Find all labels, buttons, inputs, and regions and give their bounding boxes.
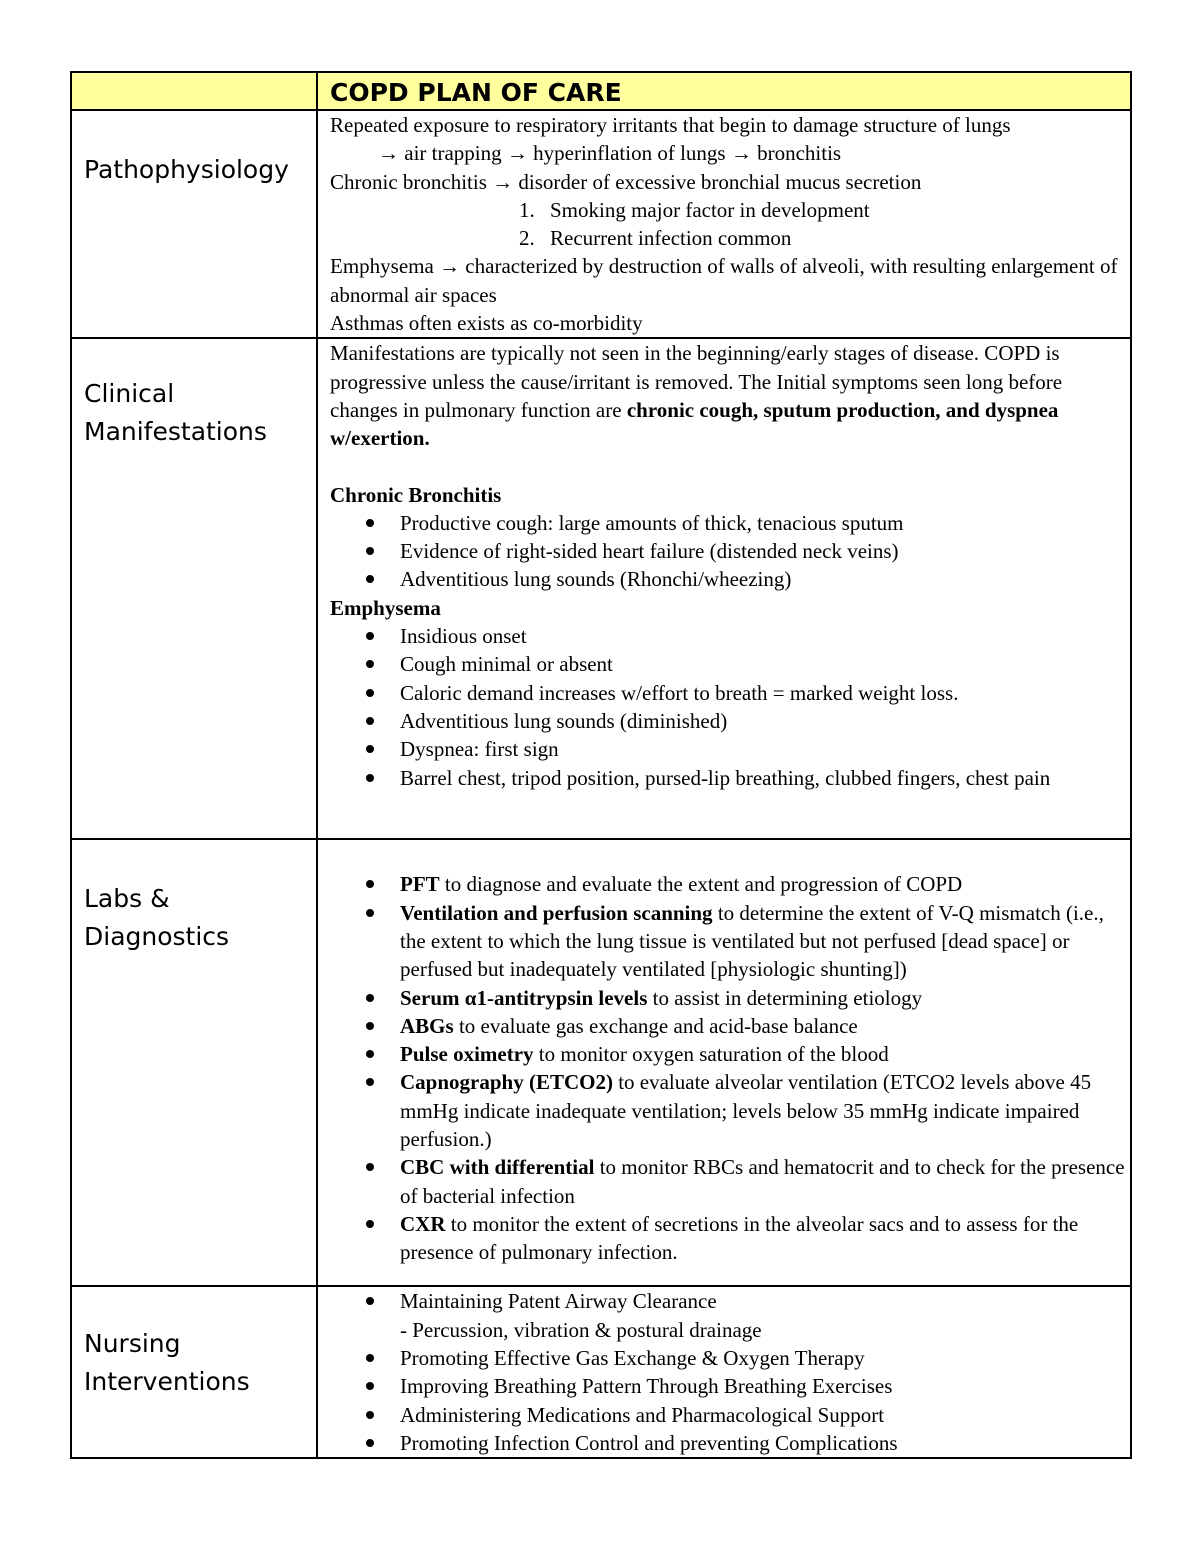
list-item: Adventitious lung sounds (diminished) — [400, 707, 1126, 735]
bullet-icon — [366, 660, 374, 668]
patho-line-1: Repeated exposure to respiratory irritants that begin to damage structure of lungs — [330, 113, 1011, 137]
header-empty-cell — [71, 72, 317, 110]
labs-label: Labs & Diagnostics — [84, 884, 230, 952]
bullet-icon — [366, 689, 374, 697]
bullet-icon — [366, 632, 374, 640]
bullet-icon — [366, 1220, 374, 1228]
bullet-icon — [366, 519, 374, 527]
emphysema-heading: Emphysema — [330, 595, 441, 620]
bullet-icon — [366, 1354, 374, 1362]
list-item: Pulse oximetry to monitor oxygen saturation of the blood — [400, 1040, 1126, 1068]
nursing-content — [317, 1286, 1131, 1458]
list-item: Promoting Infection Control and preventing Complications — [400, 1429, 1126, 1457]
list-item: CBC with differential to monitor RBCs and hematocrit and to check for the presence of bacterial infection — [400, 1153, 1126, 1210]
nursing-sub-item: - Percussion, vibration & postural drainage — [400, 1317, 762, 1342]
list-item: Barrel chest, tripod position, pursed-lip breathing, clubbed fingers, chest pain — [400, 764, 1126, 792]
nursing-interventions-row — [71, 1286, 1131, 1458]
labs-list — [330, 870, 1126, 1266]
nursing-label-cell — [71, 1286, 317, 1458]
list-item: 1. Smoking major factor in development — [540, 196, 1126, 224]
pathophysiology-label: Pathophysiology — [84, 155, 289, 184]
list-item: Serum α1-antitrypsin levels to assist in determining etiology — [400, 984, 1126, 1012]
bullet-icon — [366, 1163, 374, 1171]
labs-diagnostics-row — [71, 839, 1131, 1286]
bullet-icon — [366, 547, 374, 555]
pathophysiology-content — [317, 110, 1131, 338]
bullet-icon — [366, 994, 374, 1002]
bullet-icon — [366, 880, 374, 888]
bronchitis-heading: Chronic Bronchitis — [330, 482, 502, 507]
patho-line-4: Emphysema → characterized by destruction of walls of alveoli, with resulting enlargement of abnormal air spaces — [330, 254, 1118, 307]
clinical-intro-text: Manifestations are typically not seen in the beginning/early stages of disease. COPD is progressive unless the cause/irritant is removed. The Initial symptoms seen long before changes in pulmonary function are — [330, 341, 1063, 422]
list-item: Administering Medications and Pharmacological Support — [400, 1401, 1126, 1429]
copd-care-plan-table — [70, 71, 1132, 1459]
emphysema-list — [330, 622, 1126, 792]
bullet-icon — [366, 1022, 374, 1030]
list-item: Insidious onset — [400, 622, 1126, 650]
header-row — [71, 72, 1131, 110]
clinical-intro-bold: chronic cough, sputum production, and dyspnea w/exertion. — [330, 397, 1059, 451]
list-item: Capnography (ETCO2) to evaluate alveolar ventilation (ETCO2 levels above 45 mmHg indicate inadequate ventilation; levels below 35 mmHg indicate impaired perfusion.) — [400, 1068, 1126, 1153]
nursing-label: Nursing Interventions — [84, 1329, 250, 1397]
bullet-icon — [366, 1439, 374, 1447]
patho-line-3: Chronic bronchitis → disorder of excessive bronchial mucus secretion — [330, 169, 922, 194]
patho-line-2: → air trapping → hyperinflation of lungs → bronchitis — [378, 141, 842, 166]
pathophysiology-label-cell — [71, 110, 317, 338]
list-item: Maintaining Patent Airway Clearance - Percussion, vibration & postural drainage — [400, 1287, 1126, 1344]
bullet-icon — [366, 575, 374, 583]
header-title-cell — [317, 72, 1131, 110]
list-item: Adventitious lung sounds (Rhonchi/wheezing) — [400, 565, 1126, 593]
list-item: ABGs to evaluate gas exchange and acid-base balance — [400, 1012, 1126, 1040]
list-item: Caloric demand increases w/effort to breath = marked weight loss. — [400, 679, 1126, 707]
bullet-icon — [366, 1297, 374, 1305]
clinical-content — [317, 338, 1131, 839]
bullet-icon — [366, 909, 374, 917]
clinical-intro — [330, 339, 1126, 452]
list-item: 2. Recurrent infection common — [540, 224, 1126, 252]
nursing-list — [330, 1287, 1126, 1457]
bullet-icon — [366, 717, 374, 725]
clinical-manifestations-row — [71, 338, 1131, 839]
bullet-icon — [366, 774, 374, 782]
list-item: Dyspnea: first sign — [400, 735, 1126, 763]
bullet-icon — [366, 1382, 374, 1390]
list-item: Promoting Effective Gas Exchange & Oxygen Therapy — [400, 1344, 1126, 1372]
bullet-icon — [366, 1078, 374, 1086]
list-item: Ventilation and perfusion scanning to determine the extent of V-Q mismatch (i.e., the extent to which the lung tissue is ventilated but not perfused [dead space] or perfused but inadequately ventilated [physiologic shunting]) — [400, 899, 1126, 984]
page-title: COPD PLAN OF CARE — [330, 78, 622, 107]
pathophysiology-row — [71, 110, 1131, 338]
labs-label-cell — [71, 839, 317, 1286]
labs-content — [317, 839, 1131, 1286]
clinical-label-cell — [71, 338, 317, 839]
list-item: Productive cough: large amounts of thick, tenacious sputum — [400, 509, 1126, 537]
list-item: CXR to monitor the extent of secretions in the alveolar sacs and to assess for the presence of pulmonary infection. — [400, 1210, 1126, 1267]
list-item: Evidence of right-sided heart failure (distended neck veins) — [400, 537, 1126, 565]
bullet-icon — [366, 745, 374, 753]
bronchitis-list — [330, 509, 1126, 594]
bullet-icon — [366, 1050, 374, 1058]
list-item: Cough minimal or absent — [400, 650, 1126, 678]
clinical-label: Clinical Manifestations — [84, 379, 267, 447]
bullet-icon — [366, 1411, 374, 1419]
list-item: PFT to diagnose and evaluate the extent and progression of COPD — [400, 870, 1126, 898]
patho-numbered-list — [330, 196, 1126, 253]
patho-line-5: Asthmas often exists as co-morbidity — [330, 311, 643, 336]
list-item: Improving Breathing Pattern Through Breathing Exercises — [400, 1372, 1126, 1400]
